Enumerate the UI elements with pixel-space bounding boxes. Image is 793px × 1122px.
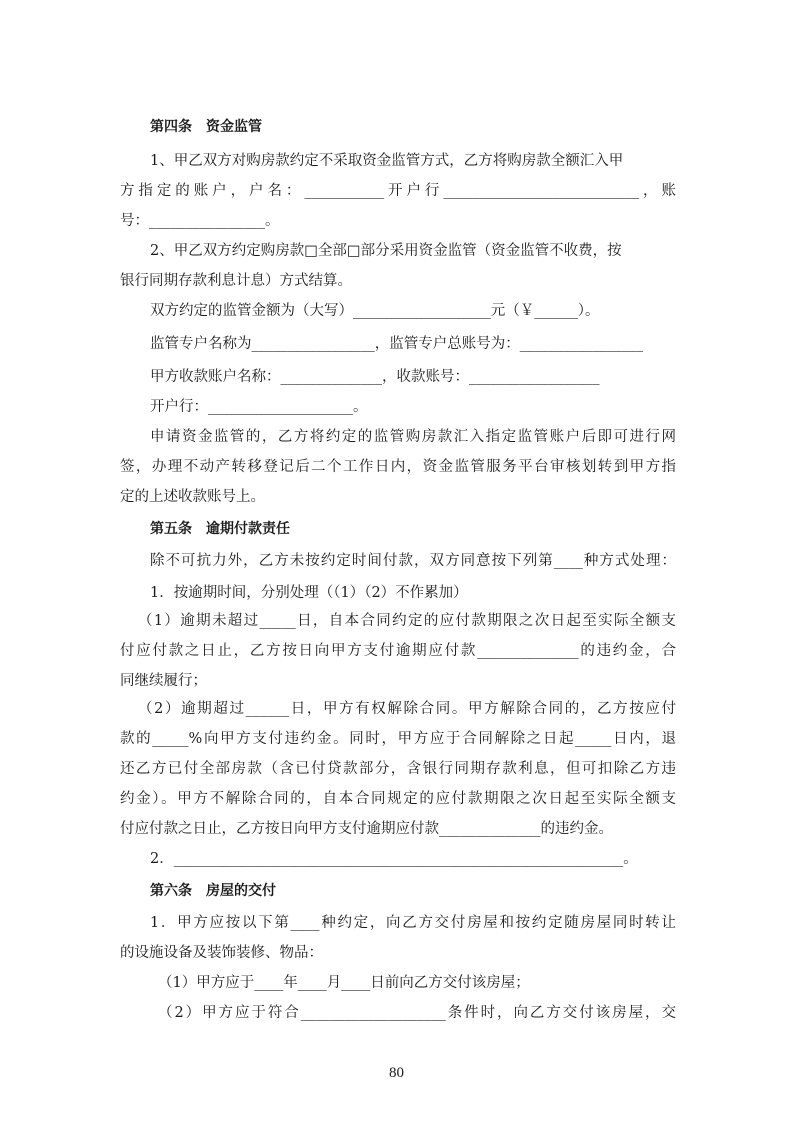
text-line xyxy=(138,698,676,720)
text-line xyxy=(120,788,676,810)
text-line xyxy=(120,456,676,478)
text-line xyxy=(120,942,783,964)
text-line xyxy=(150,333,783,355)
line-text: 1、甲乙双方对购房款约定不采取资金监管方式，乙方将购房款全额汇入甲 xyxy=(150,153,624,169)
text-line xyxy=(120,210,783,232)
section-heading xyxy=(150,518,783,540)
line-text: 第六条 房屋的交付 xyxy=(150,883,276,899)
line-text: 1．按逾期时间，分别处理（（1）（2）不作累加） xyxy=(150,585,468,601)
line-text: 付应付款之日止，乙方按日向甲方支付逾期应付款______________的违约金，合 xyxy=(120,643,676,659)
text-line xyxy=(158,972,783,994)
text-line xyxy=(150,240,783,262)
line-text: 方指定的账户，户名：___________开户行___________________________，账 xyxy=(120,183,676,199)
line-text: 款的_____%向甲方支付违约金。同时，甲方应于合同解除之日起_____日内，退 xyxy=(120,731,676,747)
line-text: 开户行：____________________。 xyxy=(150,399,368,415)
line-text: 银行同期存款利息计息）方式结算。 xyxy=(120,273,352,289)
line-text: 付应付款之日止，乙方按日向甲方支付逾期应付款______________的违约金。 xyxy=(120,821,613,837)
line-text: 第五条 逾期付款责任 xyxy=(150,521,290,537)
line-text: （2）逾期超过______日，甲方有权解除合同。甲方解除合同的，乙方按应付 xyxy=(138,701,676,717)
section-heading xyxy=(150,880,783,902)
text-line xyxy=(150,848,783,870)
line-text: 2、甲乙双方约定购房款□全部□部分采用资金监管（资金监管不收费，按 xyxy=(150,243,622,259)
line-text: 1．甲方应按以下第____种约定，向乙方交付房屋和按约定随房屋同时转让 xyxy=(150,915,676,931)
text-line xyxy=(120,758,676,780)
line-text: 监管专户名称为_________________，监管专户总账号为：_________________ xyxy=(150,336,643,352)
line-text: 的设施设备及装饰装修、物品： xyxy=(120,945,323,961)
page-number: 80 xyxy=(389,1065,404,1081)
text-line xyxy=(158,1002,676,1024)
line-text: 签，办理不动产转移登记后二个工作日内，资金监管服务平台审核划转到甲方指 xyxy=(120,459,676,475)
line-text: 除不可抗力外，乙方未按约定时间付款，双方同意按下列第____种方式处理： xyxy=(150,553,676,569)
text-line xyxy=(150,366,783,388)
text-line xyxy=(150,396,783,418)
text-line xyxy=(150,582,783,604)
text-line xyxy=(120,670,783,692)
line-text: （2）甲方应于符合____________________条件时，向乙方交付该房屋，交 xyxy=(158,1005,676,1021)
text-line xyxy=(120,640,676,662)
line-text: 2．______________________________________________________________。 xyxy=(150,851,638,867)
text-line xyxy=(150,912,676,934)
text-line xyxy=(150,300,783,322)
line-text: 还乙方已付全部房款（含已付贷款部分，含银行同期存款利息，但可扣除乙方违 xyxy=(120,761,676,777)
text-line xyxy=(120,270,783,292)
text-line xyxy=(138,610,676,632)
text-line xyxy=(150,550,676,572)
line-text: 甲方收款账户名称：______________，收款账号：__________________ xyxy=(150,369,600,385)
line-text: 定的上述收款账号上。 xyxy=(120,489,265,505)
text-line xyxy=(120,818,783,840)
text-line xyxy=(120,486,783,508)
line-text: 双方约定的监管金额为（大写）___________________元（￥______）。 xyxy=(150,303,600,319)
line-text: （1）逾期未超过_____日，自本合同约定的应付款期限之次日起至实际全额支 xyxy=(138,613,676,629)
line-text: 申请资金监管的，乙方将约定的监管购房款汇入指定监管账户后即可进行网 xyxy=(150,429,676,445)
line-text: （1）甲方应于____年____月____日前向乙方交付该房屋； xyxy=(158,975,530,991)
text-line xyxy=(120,180,676,202)
line-text: 第四条 资金监管 xyxy=(150,119,262,135)
line-text: 同继续履行； xyxy=(120,673,207,689)
line-text: 号：________________。 xyxy=(120,213,280,229)
text-line xyxy=(120,728,676,750)
text-line xyxy=(150,150,783,172)
section-heading xyxy=(150,116,783,138)
text-line xyxy=(150,426,676,448)
line-text: 约金）。甲方不解除合同的，自本合同规定的应付款期限之次日起至实际全额支 xyxy=(120,791,676,807)
